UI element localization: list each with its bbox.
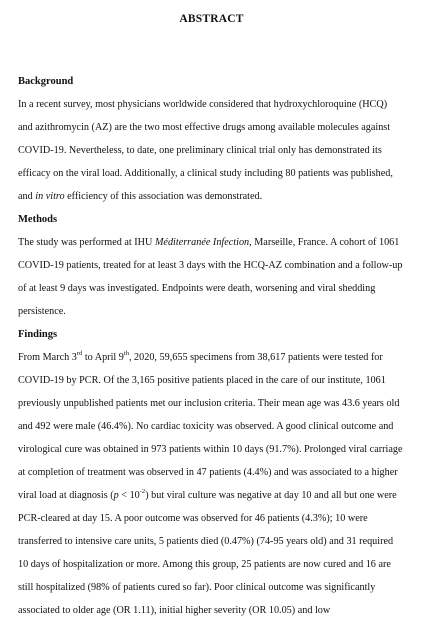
background-paragraph (18, 93, 405, 208)
in-vitro-term: in vitro (35, 191, 65, 202)
findings-heading: Findings (18, 329, 58, 340)
findings-section (18, 323, 405, 622)
exponent: -2 (139, 487, 146, 495)
methods-section (18, 208, 405, 323)
findings-line: associated to older age (OR 1.11), initial higher severity (OR 10.05) and low (18, 605, 331, 616)
findings-line: 10 days of hospitalization or more. Among this group, 25 patients are now cured and 16 are (18, 559, 391, 570)
methods-line (18, 231, 405, 254)
viral-load-pre: viral load at diagnosis ( (18, 490, 114, 501)
findings-line: still hospitalized (98% of patients cured so far). Poor clinical outcome was significantly (18, 582, 376, 593)
methods-line1-post: , Marseille, France. A cohort of 1061 (249, 237, 400, 248)
ordinal-th: th (123, 349, 129, 357)
institute-name: Méditerranée Infection (154, 237, 250, 248)
viral-load-post: ) but viral culture was negative at day 10 and all but one were (145, 490, 397, 501)
findings-line1-b: to April 9 (82, 352, 124, 363)
ordinal-rd: rd (76, 349, 83, 357)
findings-line1-c: , 2020, 59,655 specimens from 38,617 patients were tested for (128, 352, 383, 363)
methods-line: persistence. (18, 306, 66, 317)
findings-line: transferred to intensive care units, 5 patients died (0.47%) (74-95 years old) and 31 required (18, 536, 394, 547)
abstract-title: ABSTRACT (179, 13, 244, 25)
methods-line: of at least 9 days was investigated. Endpoints were death, worsening and viral shedding (18, 283, 376, 294)
findings-line: at completion of treatment was observed in 47 patients (4.4%) and was associated to a higher (18, 467, 398, 478)
methods-line1-pre: The study was performed at IHU (18, 237, 155, 248)
methods-line: COVID-19 patients, treated for at least 3 days with the HCQ-AZ combination and a follow-up (18, 260, 403, 271)
background-section (18, 70, 405, 208)
background-last-pre: and (18, 191, 36, 202)
findings-line1-a: From March 3 (18, 352, 77, 363)
background-last-post: efficiency of this association was demonstrated. (64, 191, 263, 202)
background-line: COVID-19. Nevertheless, to date, one preliminary clinical trial only has demonstrated its (18, 145, 382, 156)
findings-line (18, 484, 405, 507)
background-line: and azithromycin (AZ) are the two most effective drugs among available molecules against (18, 122, 391, 133)
findings-line: and 492 were male (46.4%). No cardiac toxicity was observed. A good clinical outcome and (18, 421, 394, 432)
background-line: In a recent survey, most physicians worldwide considered that hydroxychloroquine (HCQ) (18, 99, 388, 110)
findings-line: virological cure was obtained in 973 patients within 10 days (91.7%). Prolonged viral carriage (18, 444, 403, 455)
methods-paragraph (18, 231, 405, 323)
findings-line: COVID-19 by PCR. Of the 3,165 positive patients placed in the care of our institute, 1061 (18, 375, 386, 386)
methods-heading: Methods (18, 214, 58, 225)
findings-paragraph (18, 346, 405, 622)
p-value-symbol: p (113, 490, 119, 501)
findings-line: previously unpublished patients met our inclusion criteria. Their mean age was 43.6 years old (18, 398, 400, 409)
findings-line: PCR-cleared at day 15. A poor outcome was observed for 46 patients (4.3%); 10 were (18, 513, 368, 524)
background-line: efficacy on the viral load. Additionally, a clinical study including 80 patients was published, (18, 168, 393, 179)
viral-load-mid: < 10 (118, 490, 140, 501)
findings-line (18, 346, 405, 369)
background-heading: Background (18, 76, 74, 87)
background-line (18, 185, 405, 208)
